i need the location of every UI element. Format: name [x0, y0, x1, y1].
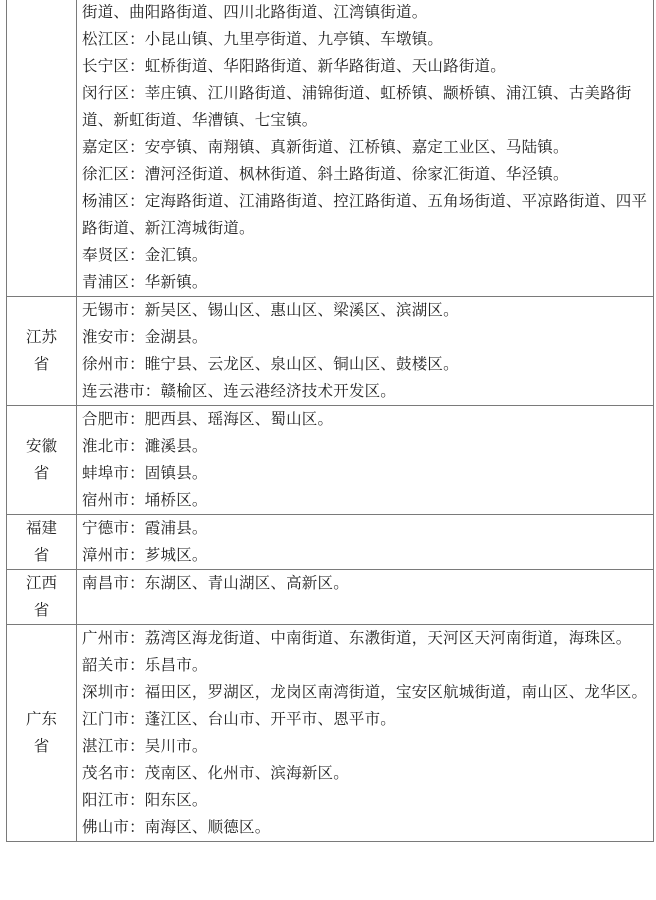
table-row [7, 0, 654, 297]
district-entry: 佛山市：南海区、顺德区。 [82, 818, 271, 836]
district-entry: 淮安市：金湖县。 [82, 328, 208, 346]
district-entry: 南昌市：东湖区、青山湖区、高新区。 [82, 574, 349, 592]
district-list-cell [77, 515, 654, 570]
province-cell [7, 0, 77, 297]
district-entry: 江门市：蓬江区、台山市、开平市、恩平市。 [82, 710, 397, 728]
district-entry: 淮北市：濉溪县。 [82, 437, 208, 455]
table-row [7, 515, 654, 570]
district-entry: 漳州市：芗城区。 [82, 546, 208, 564]
province-cell [7, 297, 77, 406]
province-cell [7, 406, 77, 515]
district-entry: 深圳市：福田区，罗湖区，龙岗区南湾街道，宝安区航城街道，南山区、龙华区。 [82, 683, 648, 701]
province-name: 安徽省 [25, 437, 57, 482]
district-entry: 闵行区：莘庄镇、江川路街道、浦锦街道、虹桥镇、颛桥镇、浦江镇、古美路街道、新虹街道、华漕镇、七宝镇。 [82, 84, 632, 129]
district-list-cell [77, 570, 654, 625]
district-entry: 长宁区：虹桥街道、华阳路街道、新华路街道、天山路街道。 [82, 57, 506, 75]
province-name: 江西省 [25, 574, 57, 619]
district-entry: 茂名市：茂南区、化州市、滨海新区。 [82, 764, 349, 782]
district-entry: 无锡市：新吴区、锡山区、惠山区、梁溪区、滨湖区。 [82, 301, 459, 319]
table-row [7, 570, 654, 625]
province-name: 广东省 [25, 710, 57, 755]
district-entry: 杨浦区：定海路街道、江浦路街道、控江路街道、五角场街道、平凉路街道、四平路街道、新江湾城街道。 [82, 192, 648, 237]
district-entry: 街道、曲阳路街道、四川北路街道、江湾镇街道。 [82, 3, 428, 21]
district-entry: 广州市：荔湾区海龙街道、中南街道、东漖街道，天河区天河南街道，海珠区。 [82, 629, 632, 647]
district-entry: 阳江市：阳东区。 [82, 791, 208, 809]
table-row [7, 625, 654, 842]
province-cell [7, 515, 77, 570]
district-list-cell [77, 406, 654, 515]
region-table [6, 0, 654, 842]
district-entry: 徐州市：睢宁县、云龙区、泉山区、铜山区、鼓楼区。 [82, 355, 459, 373]
district-entry: 奉贤区：金汇镇。 [82, 246, 208, 264]
district-entry: 湛江市：吴川市。 [82, 737, 208, 755]
district-entry: 合肥市：肥西县、瑶海区、蜀山区。 [82, 410, 334, 428]
district-entry: 嘉定区：安亭镇、南翔镇、真新街道、江桥镇、嘉定工业区、马陆镇。 [82, 138, 569, 156]
district-entry: 宁德市：霞浦县。 [82, 519, 208, 537]
district-list-cell [77, 297, 654, 406]
district-entry: 连云港市：赣榆区、连云港经济技术开发区。 [82, 382, 397, 400]
district-entry: 宿州市：埇桥区。 [82, 491, 208, 509]
district-list-cell [77, 0, 654, 297]
district-entry: 韶关市：乐昌市。 [82, 656, 208, 674]
province-cell [7, 625, 77, 842]
district-entry: 徐汇区：漕河泾街道、枫林街道、斜土路街道、徐家汇街道、华泾镇。 [82, 165, 569, 183]
province-name: 江苏省 [25, 328, 57, 373]
table-row [7, 297, 654, 406]
district-entry: 松江区：小昆山镇、九里亭街道、九亭镇、车墩镇。 [82, 30, 444, 48]
district-entry: 青浦区：华新镇。 [82, 273, 208, 291]
province-cell [7, 570, 77, 625]
district-list-cell [77, 625, 654, 842]
district-entry: 蚌埠市：固镇县。 [82, 464, 208, 482]
province-name: 福建省 [25, 519, 57, 564]
table-row [7, 406, 654, 515]
